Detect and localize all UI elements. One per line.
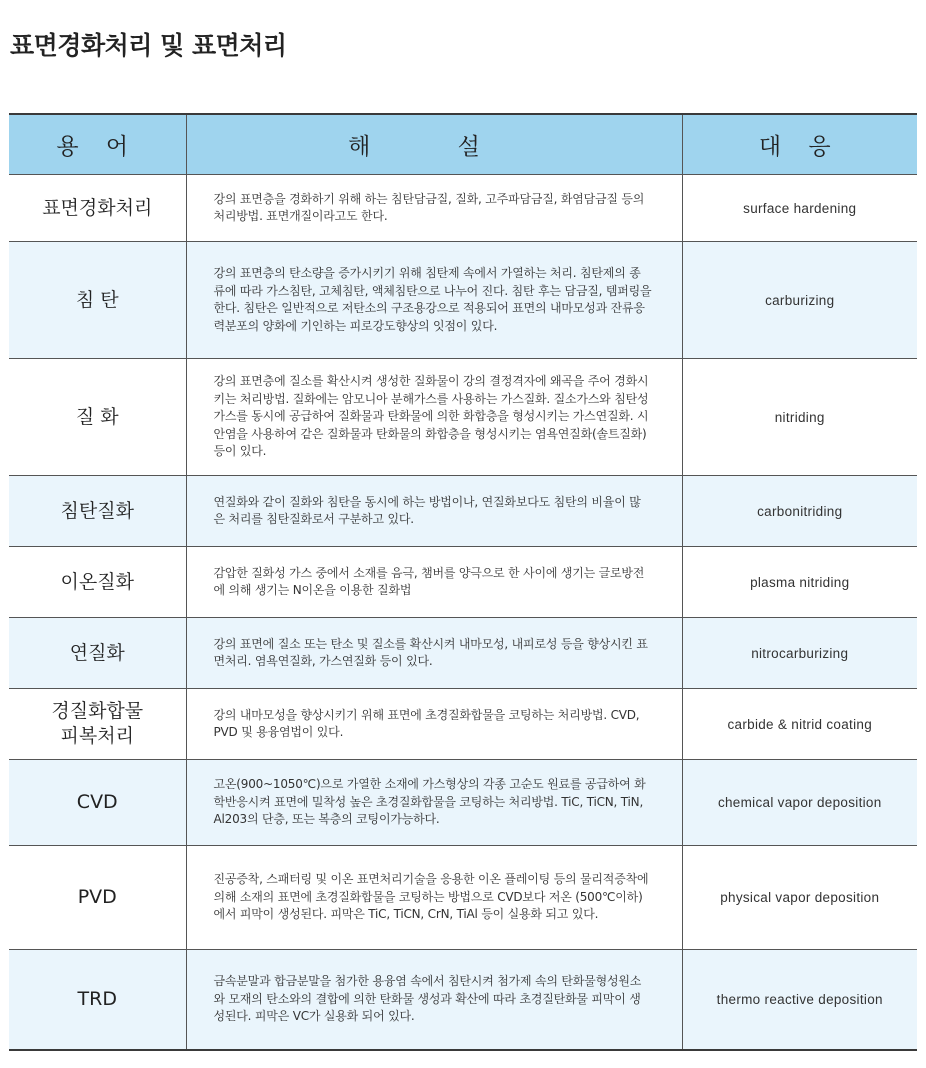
description-cell: 강의 표면층에 질소를 확산시켜 생성한 질화물이 강의 결정격자에 왜곡을 주어 경화시키는 처리방법. 질화에는 암모니아 분해가스를 사용하는 가스질화. 질소가스와 침탄성 가스를 동시에 공급하여 질화물과 탄화물에 의한 화합층을 형성시키는 가스연질화. 시안염을 사용하여 같은 질화물과 탄화물의 화합층을 형성시키는 염욕연질화(솔트질화) 등이 있다. (186, 359, 682, 476)
term-cell: 침탄질화 (9, 476, 186, 547)
table-row (9, 846, 917, 950)
term-cell: 이온질화 (9, 547, 186, 618)
english-term-cell: nitrocarburizing (682, 618, 917, 689)
description-cell: 강의 표면층을 경화하기 위해 하는 침탄담금질, 질화, 고주파담금질, 화염담금질 등의 처리방법. 표면개질이라고도 한다. (186, 175, 682, 242)
description-cell: 강의 표면층의 탄소량을 증가시키기 위해 침탄제 속에서 가열하는 처리. 침탄제의 종류에 따라 가스침탄, 고체침탄, 액체침탄으로 나누어 진다. 침탄 후는 담금질, 템퍼링을 한다. 침탄은 일반적으로 저탄소의 구조용강으로 적용되어 표면의 내마모성과 잔류응력분포의 양화에 기인하는 피로강도향상의 잇점이 있다. (186, 242, 682, 359)
english-term-cell: plasma nitriding (682, 547, 917, 618)
description-cell: 연질화와 같이 질화와 침탄을 동시에 하는 방법이나, 연질화보다도 침탄의 비율이 많은 처리를 침탄질화로서 구분하고 있다. (186, 476, 682, 547)
english-term-cell: nitriding (682, 359, 917, 476)
table-row (9, 547, 917, 618)
table-row (9, 476, 917, 547)
term-cell: 침 탄 (9, 242, 186, 359)
table-row (9, 689, 917, 760)
description-cell: 고온(900~1050℃)으로 가열한 소재에 가스형상의 각종 고순도 원료를 공급하여 화학반응시켜 표면에 밀착성 높은 초경질화합물을 코팅하는 처리방법. TiC, TiCN, TiN, Al203의 단층, 또는 복층의 코팅이가능하다. (186, 760, 682, 846)
term-cell: PVD (9, 846, 186, 950)
table-row (9, 760, 917, 846)
header-term: 용 어 (9, 114, 186, 175)
table-row (9, 618, 917, 689)
english-term-cell: carburizing (682, 242, 917, 359)
description-cell: 강의 표면에 질소 또는 탄소 및 질소를 확산시켜 내마모성, 내피로성 등을 향상시킨 표면처리. 염욕연질화, 가스연질화 등이 있다. (186, 618, 682, 689)
english-term-cell: chemical vapor deposition (682, 760, 917, 846)
header-description: 해 설 (186, 114, 682, 175)
description-cell: 진공증착, 스패터링 및 이온 표면처리기술을 응용한 이온 플레이팅 등의 물리적증착에 의해 소재의 표면에 초경질화합물을 코팅하는 방법으로 CVD보다 저온 (500℃이하)에서 피막이 생성된다. 피막은 TiC, TiCN, CrN, TiAl 등이 실용화 되고 있다. (186, 846, 682, 950)
page-title: 표면경화처리 및 표면처리 (10, 31, 287, 60)
term-cell: 질 화 (9, 359, 186, 476)
table-row (9, 950, 917, 1050)
term-cell: 경질화합물 피복처리 (9, 689, 186, 760)
glossary-table (9, 113, 917, 1051)
table-row (9, 242, 917, 359)
description-cell: 금속분말과 합금분말을 첨가한 용융염 속에서 침탄시켜 첨가제 속의 탄화물형성원소와 모재의 탄소와의 결합에 의한 탄화물 생성과 확산에 따라 초경질탄화물 피막이 생성된다. 피막은 VC가 실용화 되어 있다. (186, 950, 682, 1050)
english-term-cell: thermo reactive deposition (682, 950, 917, 1050)
term-cell: 연질화 (9, 618, 186, 689)
english-term-cell: physical vapor deposition (682, 846, 917, 950)
term-cell: 표면경화처리 (9, 175, 186, 242)
english-term-cell: carbide & nitrid coating (682, 689, 917, 760)
table-row (9, 175, 917, 242)
header-row (9, 114, 917, 175)
term-cell: TRD (9, 950, 186, 1050)
header-equivalent: 대 응 (682, 114, 917, 175)
description-cell: 감압한 질화성 가스 중에서 소재를 음극, 챔버를 양극으로 한 사이에 생기는 글로방전에 의해 생기는 N이온을 이용한 질화법 (186, 547, 682, 618)
term-cell: CVD (9, 760, 186, 846)
table-row (9, 359, 917, 476)
english-term-cell: carbonitriding (682, 476, 917, 547)
english-term-cell: surface hardening (682, 175, 917, 242)
description-cell: 강의 내마모성을 향상시키기 위해 표면에 초경질화합물을 코팅하는 처리방법. CVD, PVD 및 용융염법이 있다. (186, 689, 682, 760)
